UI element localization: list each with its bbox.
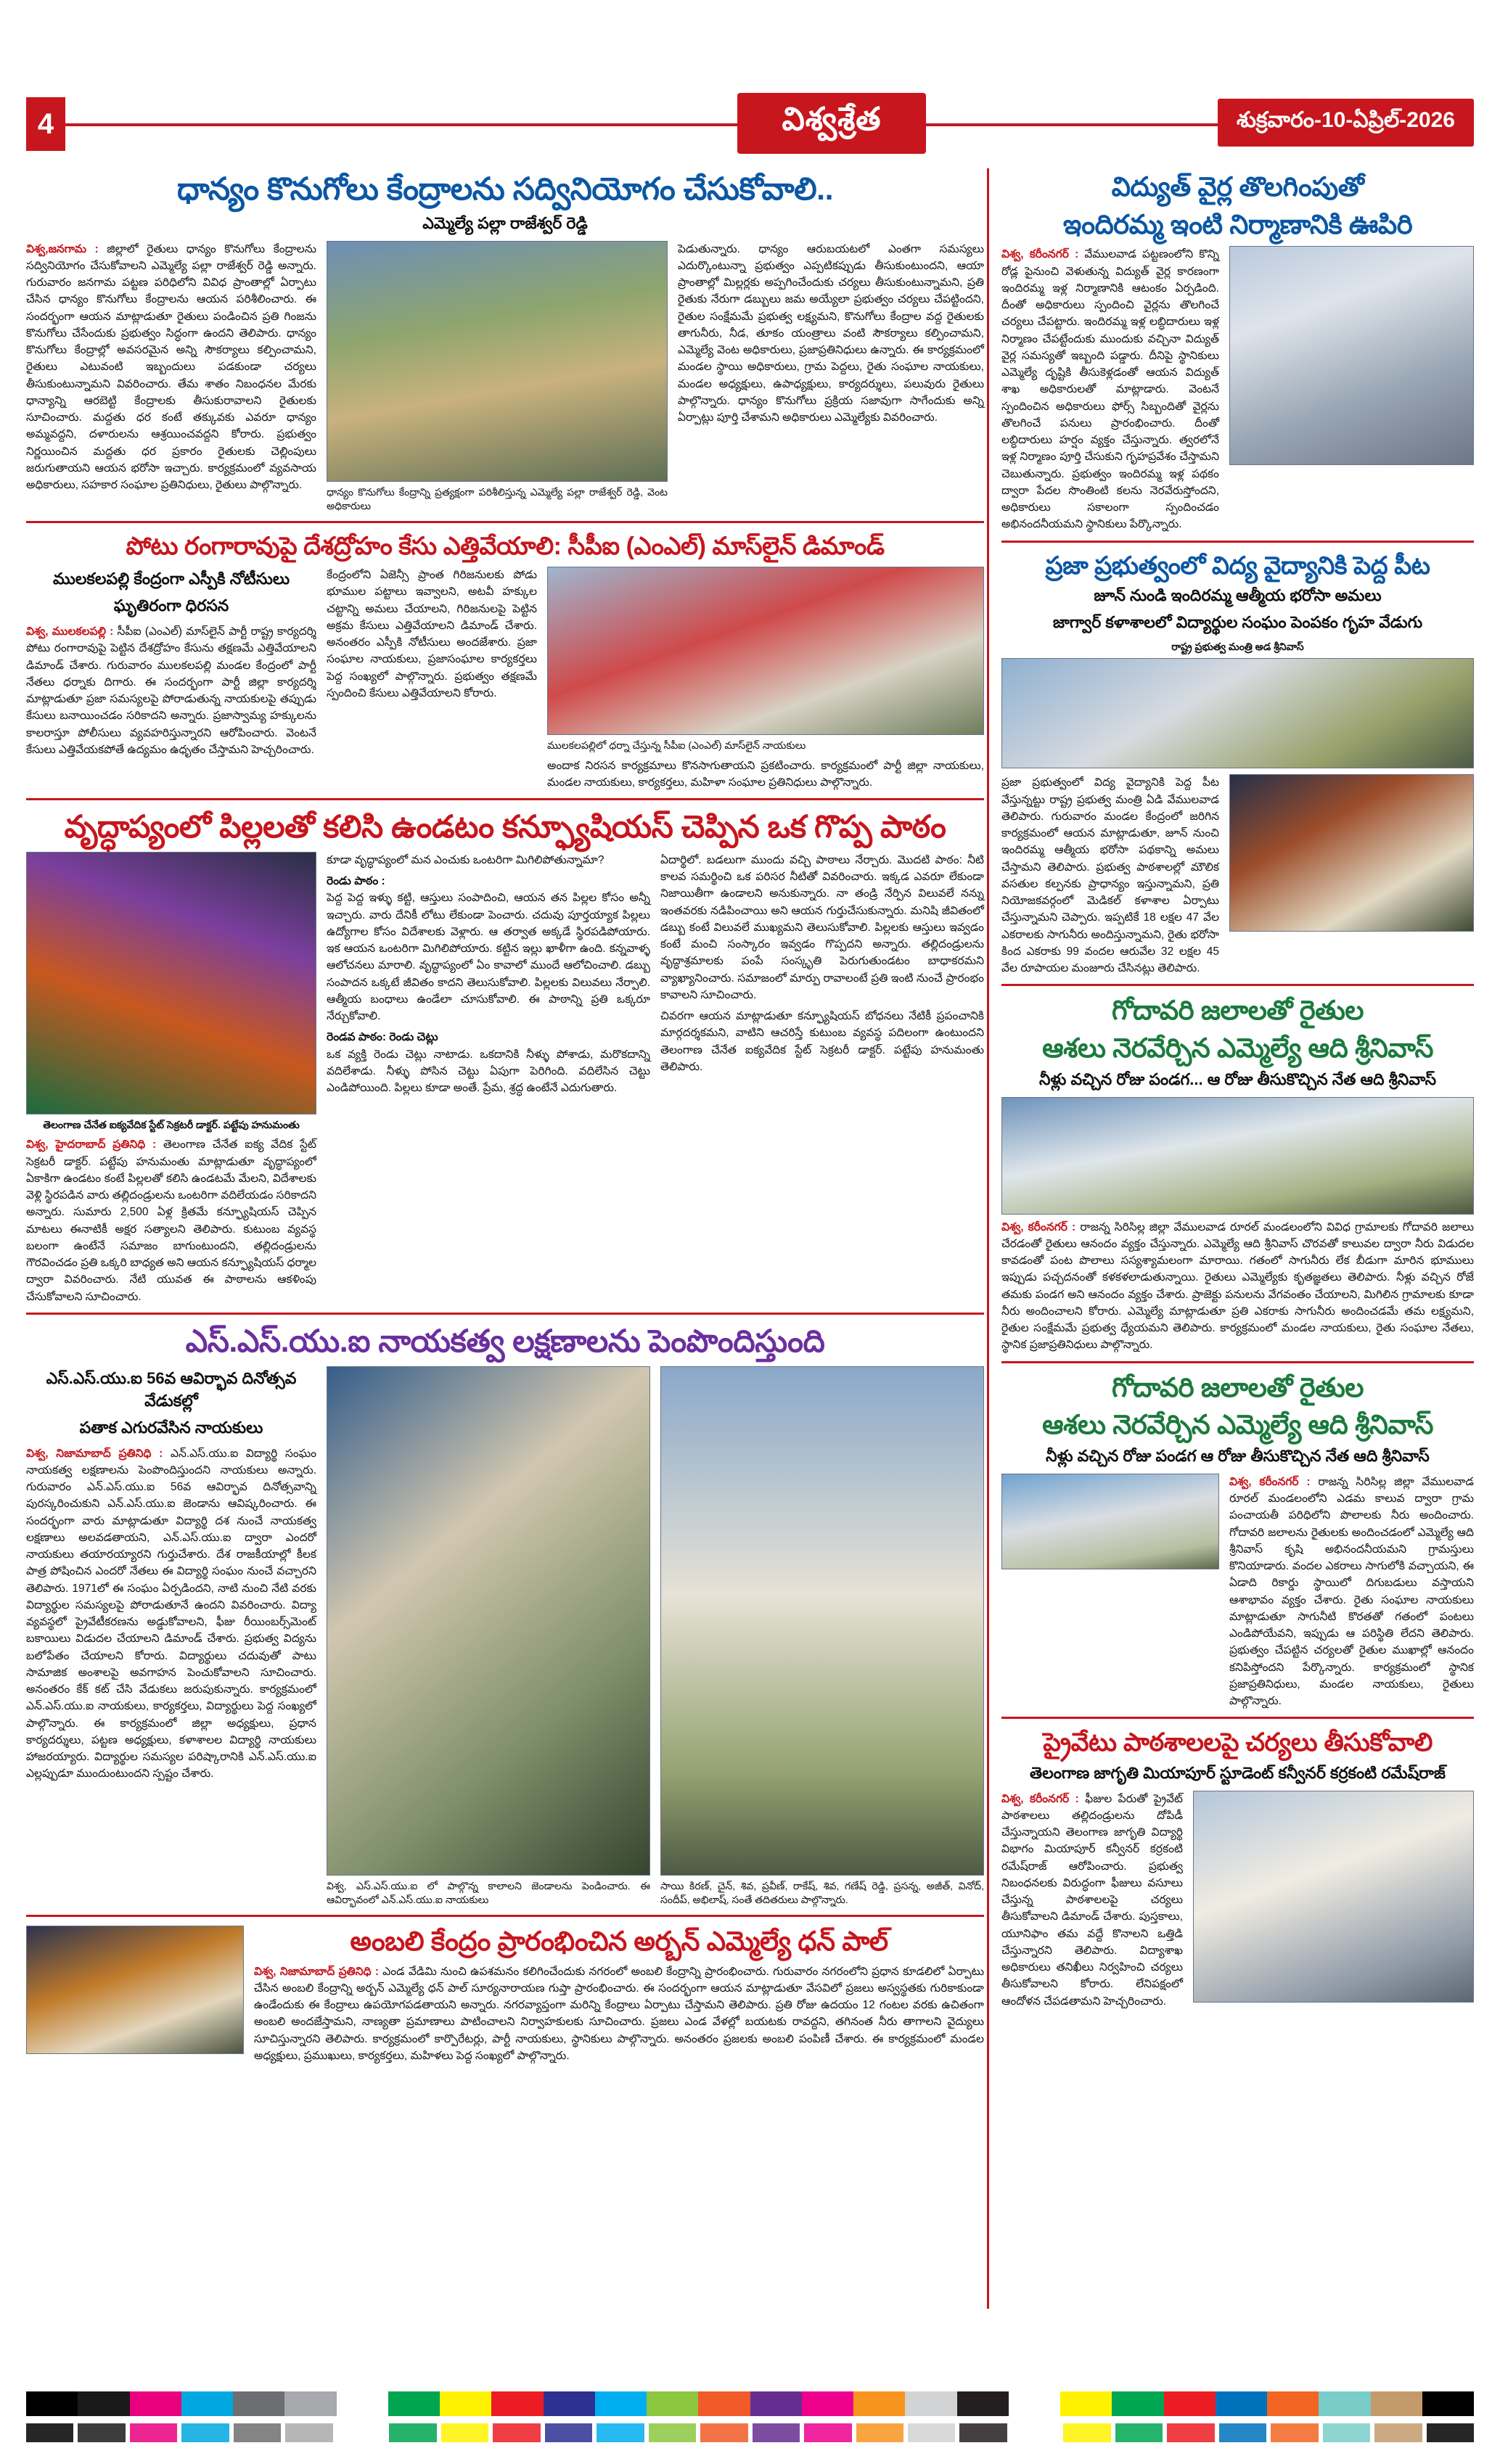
article2-text-2: కేంద్రంలోని ఏజెన్సీ ప్రాంత గిరిజనులకు పోడు భూముల పట్టాలు ఇవ్వాలని, అటవీ హక్కుల చట్టాన్ని అమలు చేయాలని, గిరిజనులపై పెట్టిన అక్రమ కేసులు ఎత్తివేయాలని డిమాండ్ చేశారు. అనంతరం ఎస్పీకి నోటీసులు అందజేశారు. ప్రజా సంఘాల నాయకులు, ప్రజాసంఘాల కార్యకర్తలు పెద్ద సంఖ్యలో పాల్గొన్నారు. ప్రభుత్వం తక్షణమే స్పందించి కేసులు ఎత్తివేయాలని కోరారు. — [327, 569, 537, 699]
article-nsui-anniversary — [26, 1323, 984, 1917]
r-article2-subhead-2: జాగ్వార్ కళాశాలలో విద్యార్థుల సంఘం పెంపకం గృహ వేడుగు — [1052, 612, 1423, 631]
article4-caption-left: విశ్వ, ఎస్.ఎస్.యు.ఐ లో పాల్గొన్న కాలాలని జెండాలను పెండించారు. ఈ ఆవిర్భావంలో ఎన్.ఎస్.యు.ఐ నాయకులు — [327, 1879, 650, 1906]
r-article5-photo — [1193, 1791, 1474, 2003]
article3-photo — [26, 852, 316, 1114]
article-ambali-centre — [26, 1926, 984, 2064]
r-article2-photo-bottom — [1229, 774, 1474, 932]
article2-photo — [547, 567, 984, 735]
article4-headline: ఎస్.ఎస్.యు.ఐ నాయకత్వ లక్షణాలను పెంపొందిస్తుంది — [185, 1323, 825, 1359]
page-number: 4 — [26, 97, 65, 151]
r-article3-rule — [1001, 1361, 1474, 1363]
article4-caption-right: సాయి కిరణ్, చైన్, శివ, ప్రవీణ్, రాకేష్, శివ, గణేష్ రెడ్డి, ప్రసన్న, అజీత్, వినోద్, సందీప్, అభిలాష్, సంతే తదితరులు పాల్గొన్నారు. — [660, 1879, 984, 1906]
r-article2-subhead-1: జూన్ నుండి ఇందిరమ్మ ఆత్మీయ భరోసా అమలు — [1094, 586, 1382, 604]
article2-headline: పోటు రంగారావుపై దేశద్రోహం కేసు ఎత్తివేయాలి: సీపీఐ (ఎంఎల్) మాస్‌లైన్ డిమాండ్ — [126, 532, 885, 560]
article2-subhead-1: ములకలపల్లి కేంద్రంగా ఎస్పీకి నోటీసులు — [52, 570, 290, 588]
article3-col2-p1: పెద్ద పెద్ద ఇళ్ళు కట్టి, ఆస్తులు సంపాదించి, ఆయన తన పిల్లల కోసం అన్నీ ఇచ్చారు. వారు దేనికీ లోటు లేకుండా పెంచారు. చదువు పూర్తయ్యాక పిల్లలు ఉద్యోగాల కోసం విదేశాలకు వెళ్లారు. ఆ తర్వాత అక్కడే స్థిరపడిపోయారు. ఇక ఆయన ఒంటరిగా మిగిలిపోయారు. కట్టిన ఇల్లు ఖాళీగా ఉంది. కన్నవాళ్ళ ఆలోచనలు మారాలి. వృద్ధాప్యంలో ఏం కావాలో ముందే ఆలోచించాలి. డబ్బు సంపాదన ఒక్కటే జీవితం కాదని తెలుసుకోవాలి. పిల్లలకు విలువలు నేర్పాలి. ఆత్మీయ బంధాలు ఉండేలా చూసుకోవాలి. ఈ పాఠాన్ని ప్రతి ఒక్కరూ నేర్చుకోవాలి. — [327, 892, 650, 1023]
r-article2-text: ప్రజా ప్రభుత్వంలో విద్య వైద్యానికి పెద్ద పీట వేస్తున్నట్టు రాష్ట్ర ప్రభుత్వ మంత్రి ఏడి వేములవాడ తెలిపారు. గురువారం మండల కేంద్రంలో జరిగిన కార్యక్రమంలో ఆయన మాట్లాడుతూ, జూన్ నుంచి ఇందిరమ్మ ఆత్మీయ భరోసా పథకాన్ని అమలు చేస్తామని తెలిపారు. ప్రభుత్వ పాఠశాలల్లో మౌలిక వసతుల కల్పనకు ప్రాధాన్యం ఇస్తున్నామని, ప్రతి నియోజకవర్గంలో మెడికల్ కళాశాల ఏర్పాటు చేస్తున్నామని చెప్పారు. ఇప్పటికే 18 లక్షల 47 వేల ఎకరాలకు సాగునీరు అందిస్తున్నామని, రైతు భరోసా కింద ఎకరాకు 99 వందల ఆరువేల 32 లక్షల 45 వేల రూపాయల మంజూరు చేసినట్లు తెలిపారు. — [1001, 776, 1219, 975]
article2-text-3: అందాక నిరసన కార్యక్రమాలు కొనసాగుతాయని ప్రకటించారు. కార్యక్రమంలో పార్టీ జిల్లా నాయకులు, మండల నాయకులు, కార్యకర్తలు, మహిళా సంఘాల ప్రతినిధులు పాల్గొన్నారు. — [547, 759, 984, 789]
r-article4-headline-2: ఆశలు నెరవేర్చిన ఎమ్మెల్యే ఆది శ్రీనివాస్ — [1042, 1410, 1433, 1440]
article1-caption: ధాన్యం కొనుగోలు కేంద్రాన్ని ప్రత్యక్షంగా పరిశీలిస్తున్న ఎమ్మెల్యే పల్లా రాజేశ్వర్ రెడ్డి, వెంట అధికారులు — [327, 485, 668, 512]
r-article3-dateline: విశ్వ, కరీంనగర్ : — [1001, 1220, 1076, 1233]
r-article5-headline: ప్రైవేటు పాఠశాలలపై చర్యలు తీసుకోవాలి — [1043, 1728, 1433, 1757]
r-article2-photo-top — [1001, 658, 1474, 768]
article4-subhead-2: పతాక ఎగురవేసిన నాయకులు — [79, 1418, 263, 1437]
r-article1-text: వేములవాడ పట్టణంలోని కొన్ని రోడ్ల పైనుంచి వెళుతున్న విద్యుత్ వైర్ల కారణంగా ఇందిరమ్మ ఇళ్ల నిర్మాణానికి ఆటంకం ఏర్పడింది. దీంతో అధికారులు స్పందించి వైర్లను తొలగించే చర్యలు చేపట్టారు. ఇందిరమ్మ ఇళ్ల లబ్ధిదారులు ఇళ్ల నిర్మాణం చేపట్టేందుకు ముందుకు వచ్చినా విద్యుత్ వైర్ల సమస్యతో ఇబ్బంది పడ్డారు. దీనిపై స్థానికులు ఎమ్మెల్యే దృష్టికి తీసుకెళ్లడంతో ఆయన విద్యుత్ శాఖ అధికారులతో మాట్లాడారు. వెంటనే స్పందించిన అధికారులు ఫోర్స్ సిబ్బందితో వైర్లను తొలగించే పనులు ప్రారంభించారు. దీంతో లబ్ధిదారులు హర్షం వ్యక్తం చేస్తున్నారు. త్వరలోనే ఇళ్ల నిర్మాణం పూర్తి చేసుకుని గృహప్రవేశం చేస్తామని చెబుతున్నారు. ప్రభుత్వం ఇందిరమ్మ ఇళ్ల పథకం ద్వారా పేదల సొంతింటి కలను నెరవేరుస్తోందని, అధికారులు సకాలంగా స్పందించడం అభినందనీయమని స్థానికులు పేర్కొన్నారు. — [1001, 248, 1219, 531]
article5-photo — [26, 1926, 244, 2054]
column-divider — [987, 168, 989, 2309]
article4-dateline: విశ్వ, నిజామాబాద్ ప్రతినిధి : — [26, 1447, 163, 1460]
article2-text-1: సీపీఐ (ఎంఎల్) మాస్‌లైన్ పార్టీ రాష్ట్ర కార్యదర్శి పోటు రంగారావుపై పెట్టిన దేశద్రోహం కేసును తక్షణమే ఎత్తివేయాలని డిమాండ్ చేశారు. గురువారం ములకలపల్లి మండల కేంద్రంలో పార్టీ నేతలు ధర్నాకు దిగారు. ఈ సందర్భంగా పార్టీ జిల్లా కార్యదర్శి మాట్లాడుతూ ప్రజా సమస్యలపై పోరాడుతున్న నాయకులపై తప్పుడు కేసులు బనాయించడం సరికాదని అన్నారు. ప్రజాస్వామ్య హక్కులను కాలరాస్తూ పోలీసులు వ్యవహరిస్తున్నారని ఆరోపించారు. వెంటనే కేసులు ఎత్తివేయకపోతే ఉద్యమం ఉధృతం చేస్తామని హెచ్చరించారు. — [26, 625, 316, 756]
masthead — [26, 93, 1474, 160]
article2-rule — [26, 798, 984, 800]
article4-text: ఎన్.ఎస్.యు.ఐ విద్యార్థి సంఘం నాయకత్వ లక్షణాలను పెంపొందిస్తుందని నాయకులు అన్నారు. గురువారం ఎన్.ఎస్.యు.ఐ 56వ ఆవిర్భావ దినోత్సవాన్ని పురస్కరించుకుని ఎన్.ఎస్.యు.ఐ జెండాను ఆవిష్కరించారు. ఈ సందర్భంగా వారు మాట్లాడుతూ విద్యార్థి దశ నుంచే నాయకత్వ లక్షణాలు అలవడతాయని, ఎన్.ఎస్.యు.ఐ ద్వారా ఎందరో నాయకులు తయారయ్యారని గుర్తుచేశారు. దేశ రాజకీయాల్లో కీలక పాత్ర పోషించిన ఎందరో నేతలు ఈ విద్యార్థి సంఘం నుంచే వచ్చారని తెలిపారు. 1971లో ఈ సంఘం ఏర్పడిందని, నాటి నుంచి నేటి వరకు విద్యార్థుల సమస్యలపై పోరాడుతూనే ఉందని వివరించారు. విద్యా వ్యవస్థలో ప్రైవేటీకరణను అడ్డుకోవాలని, ఫీజు రీయింబర్స్‌మెంట్ బకాయిలు విడుదల చేయాలని డిమాండ్ చేశారు. ప్రభుత్వ విద్యను బలోపేతం చేయాలని కోరారు. విద్యార్థులు చదువుతో పాటు సామాజిక అంశాలపై అవగాహన పెంచుకోవాలని సూచించారు. అనంతరం కేక్ కట్ చేసి వేడుకలు జరుపుకున్నారు. కార్యక్రమంలో ఎన్.ఎస్.యు.ఐ నాయకులు, కార్యకర్తలు, విద్యార్థులు పెద్ద సంఖ్యలో పాల్గొన్నారు. ఈ కార్యక్రమంలో జిల్లా అధ్యక్షులు, ప్రధాన కార్యదర్శులు, పట్టణ అధ్యక్షులు, కళాశాలల విద్యార్థి నాయకులు హాజరయ్యారు. విద్యార్థుల సమస్యల పరిష్కారానికి ఎన్.ఎస్.యు.ఐ ఎల్లప్పుడూ ముందుంటుందని స్పష్టం చేశారు. — [26, 1447, 316, 1781]
issue-date: శుక్రవారం-10-ఏప్రిల్-2026 — [1218, 99, 1474, 147]
article3-col2-intro: కూడా వృద్ధాప్యంలో మన ఎంచుకు ఒంటరిగా మిగిలిపోతున్నామా? — [327, 853, 604, 866]
r-article3-text: రాజన్న సిరిసిల్ల జిల్లా వేములవాడ రూరల్ మండలంలోని వివిధ గ్రామాలకు గోదావరి జలాలు చేరడంతో రైతులు ఆనందం వ్యక్తం చేస్తున్నారు. ఎమ్మెల్యే ఆది శ్రీనివాస్ చొరవతో కాలువల ద్వారా నీరు విడుదల కావడంతో పంట పొలాలు సస్యశ్యామలంగా మారాయి. గతంలో సాగునీరు లేక బీడుగా మారిన భూములు ఇప్పుడు పచ్చదనంతో కళకళలాడుతున్నాయి. రైతులు ఎమ్మెల్యేకు కృతజ్ఞతలు తెలిపారు. నీళ్లు వచ్చిన రోజే తమకు పండగ అని ఆనందం వ్యక్తం చేశారు. ప్రాజెక్టు పనులను వేగవంతం చేయాలని, మిగిలిన గ్రామాలకు కూడా నీరు అందించాలని కోరారు. ఎమ్మెల్యే మాట్లాడుతూ ప్రతి ఎకరాకు సాగునీరు అందించడమే తమ లక్ష్యమని, రైతుల సంక్షేమమే ప్రభుత్వ ధ్యేయమని తెలిపారు. కార్యక్రమంలో మండల నాయకులు, రైతు సంఘాల నేతలు, స్థానిక ప్రజాప్రతినిధులు పాల్గొన్నారు. — [1001, 1220, 1475, 1352]
r-article2-caption: రాష్ట్ర ప్రభుత్వ మంత్రి అడ శ్రీనివాస్ — [1171, 640, 1304, 652]
r-article1-rule — [1001, 541, 1474, 543]
article4-subhead-1: ఎస్.ఎస్.యు.ఐ 56వ ఆవిర్భావ దినోత్సవ వేడుకల్లో — [46, 1368, 297, 1410]
article-electric-wires-housing — [1001, 171, 1474, 543]
article-paddy-procurement — [26, 171, 984, 523]
print-color-bar — [26, 2391, 1474, 2416]
article1-headline: ధాన్యం కొనుగోలు కేంద్రాలను సద్వినియోగం చేసుకోవాలి.. — [176, 172, 834, 207]
r-article3-headline-1: గోదావరి జలాలతో రైతుల — [1112, 995, 1364, 1026]
r-article4-photo — [1001, 1474, 1219, 1569]
r-article2-headline: ప్రజా ప్రభుత్వంలో విద్య వైద్యానికి పెద్ద పీట — [1045, 551, 1430, 580]
article4-rule — [26, 1915, 984, 1917]
article3-headline: వృద్ధాప్యంలో పిల్లలతో కలిసి ఉండటం కన్ఫ్యూషియస్ చెప్పిన ఒక గొప్ప పాఠం — [64, 810, 946, 845]
r-article4-rule — [1001, 1717, 1474, 1719]
r-article4-dateline: విశ్వ, కరీంనగర్ : — [1229, 1475, 1311, 1488]
article2-dateline: విశ్వ, ములకలపల్లి : — [26, 625, 114, 638]
r-article5-text: ఫీజుల పేరుతో ప్రైవేట్ పాఠశాలలు తల్లిదండ్రులను దోపిడీ చేస్తున్నాయని తెలంగాణ జాగృతి విద్యార్థి విభాగం మియాపూర్ కన్వీనర్ కర్రకంటి రమేష్‌రాజ్ ఆరోపించారు. ప్రభుత్వ నిబంధనలకు విరుద్ధంగా ఫీజులు వసూలు చేస్తున్న పాఠశాలలపై చర్యలు తీసుకోవాలని డిమాండ్ చేశారు. పుస్తకాలు, యూనిఫాం తమ వద్దే కొనాలని ఒత్తిడి చేస్తున్నారని తెలిపారు. విద్యాశాఖ అధికారులు తనిఖీలు నిర్వహించి చర్యలు తీసుకోవాలని కోరారు. లేనిపక్షంలో ఆందోళన చేపడతామని హెచ్చరించారు. — [1001, 1792, 1183, 2008]
article3-col2-h2: రెండవ పాఠం: రెండు చెట్లు — [327, 1031, 438, 1044]
article5-dateline: విశ్వ, నిజామాబాద్ ప్రతినిధి : — [254, 1965, 379, 1978]
article1-subhead: ఎమ్మెల్యే పల్లా రాజేశ్వర్ రెడ్డి — [422, 213, 588, 232]
article3-dateline: విశ్వ, హైదరాబాద్ ప్రతినిధి : — [26, 1138, 157, 1151]
article-private-schools — [1001, 1728, 1474, 2010]
newspaper-logo: విశ్వశ్రేత — [737, 93, 926, 154]
r-article2-rule — [1001, 984, 1474, 986]
r-article4-subhead: నీళ్లు వచ్చిన రోజు పండగ ఆ రోజు తీసుకొచ్చిన నేత ఆది శ్రీనివాస్ — [1046, 1446, 1430, 1465]
article3-photo-caption: తెలంగాణ చేనేత ఐక్యవేదిక స్టేట్ సెక్రటరీ డాక్టర్. పట్టేపు హనుమంతు — [43, 1118, 300, 1130]
article-godavari-waters-2 — [1001, 1372, 1474, 1720]
article1-rule — [26, 521, 984, 523]
article2-subhead-2: ఘృతిరంగా ధిరసన — [113, 596, 229, 615]
article5-headline: అంబలి కేంద్రం ప్రారంభించిన అర్బన్ ఎమ్మెల్యే ధన్ పాల్ — [350, 1926, 888, 1956]
article-confucius-lesson — [26, 809, 984, 1315]
r-article1-headline-2: ఇందిరమ్మ ఇంటి నిర్మాణానికి ఊపిరి — [1062, 209, 1413, 239]
left-column — [26, 171, 984, 2064]
article4-photo-right — [660, 1366, 984, 1876]
r-article1-photo — [1229, 246, 1474, 465]
r-article3-subhead: నీళ్లు వచ్చిన రోజు పండగ... ఆ రోజు తీసుకొచ్చిన నేత ఆది శ్రీనివాస్ — [1038, 1069, 1437, 1088]
article1-dateline: విశ్వ,జనగామ : — [26, 242, 99, 255]
article3-col3-p2: చివరగా ఆయన మాట్లాడుతూ కన్ఫ్యూషియస్ బోధనలు నేటికీ ప్రపంచానికి మార్గదర్శకమని, వాటిని ఆచరిస్తే కుటుంబ వ్యవస్థ పదిలంగా ఉంటుందని తెలంగాణ చేనేత ఐక్యవేదిక స్టేట్ సెక్రటరీ డాక్టర్. పట్టేపు హనుమంతు తెలిపారు. — [660, 1010, 984, 1073]
article3-text-1: తెలంగాణ చేనేత ఐక్య వేదిక స్టేట్ సెక్రటరీ డాక్టర్. పట్టేపు హనుమంతు మాట్లాడుతూ వృద్ధాప్యంలో ఏకాకిగా ఉండటం కంటే పిల్లలతో కలిసి ఉండటమే మేలని, విదేశాలకు వెళ్లి స్థిరపడిన వారు తల్లిదండ్రులను ఒంటరిగా వదిలేయడం సరికాదని అన్నారు. సుమారు 2,500 ఏళ్ల క్రితమే కన్ఫ్యూషియస్ చెప్పిన మాటలు ఈనాటికీ అక్షర సత్యాలని తెలిపారు. కుటుంబ వ్యవస్థ బలంగా ఉంటేనే సమాజం బాగుంటుందని, తల్లిదండ్రులను గౌరవించడం ప్రతి ఒక్కరి బాధ్యత అని ఆయన కన్ఫ్యూషియస్ ధర్మాల ద్వారా వివరించారు. నేటి యువత ఈ పాఠాలను ఆకళింపు చేసుకోవాలని సూచించారు. — [26, 1138, 317, 1303]
article4-photo-left — [327, 1366, 650, 1876]
r-article3-photo — [1001, 1097, 1474, 1215]
article1-photo — [327, 241, 668, 482]
article-potu-rangarao — [26, 532, 984, 800]
print-registration-marks — [26, 2423, 1474, 2442]
r-article1-headline-1: విద్యుత్ వైర్ల తొలగింపుతో — [1111, 172, 1364, 202]
article1-text-1: జిల్లాలో రైతులు ధాన్యం కొనుగోలు కేంద్రాలను సద్వినియోగం చేసుకోవాలని ఎమ్మెల్యే పల్లా రాజేశ్వర్ రెడ్డి అన్నారు. గురువారం జనగామ పట్టణ పరిధిలోని వివిధ ప్రాంతాల్లో ఏర్పాటు చేసిన ధాన్యం కొనుగోలు కేంద్రాలను ఆయన పరిశీలించారు. ఈ సందర్భంగా ఆయన మాట్లాడుతూ రైతులు పండించిన ప్రతి గింజను కొనుగోలు చేసేందుకు ప్రభుత్వం సిద్ధంగా ఉందని తెలిపారు. ధాన్యం కొనుగోలు కేంద్రాల్లో అవసరమైన అన్ని సౌకర్యాలు కల్పించామని, రైతులు ఎటువంటి ఇబ్బందులు పడకుండా చర్యలు తీసుకుంటున్నామని వివరించారు. తేమ శాతం నిబంధనల మేరకు ధాన్యాన్ని ఆరబెట్టి కేంద్రాలకు తీసుకురావాలని రైతులకు సూచించారు. మద్దతు ధర కంటే తక్కువకు ఎవరూ ధాన్యం అమ్మవద్దని, దళారులను ఆశ్రయించవద్దని కోరారు. ప్రభుత్వం నిర్ణయించిన మద్దతు ధర ప్రకారం రైతులకు చెల్లింపులు జరుగుతాయని ఆయన భరోసా ఇచ్చారు. కార్యక్రమంలో వ్యవసాయ అధికారులు, సహకార సంఘాల ప్రతినిధులు, రైతులు పాల్గొన్నారు. — [26, 242, 316, 492]
article3-col2-p2: ఒక వ్యక్తి రెండు చెట్లు నాటాడు. ఒకదానికి నీళ్ళు పోశాడు, మరొకదాన్ని వదిలేశాడు. నీళ్ళు పోసిన చెట్టు ఏపుగా పెరిగింది. వదిలేసిన చెట్టు ఎండిపోయింది. పిల్లలు కూడా అంతే. ప్రేమ, శ్రద్ధ ఉంటేనే ఎదుగుతారు. — [327, 1048, 650, 1095]
right-column — [1001, 171, 1474, 2010]
r-article5-subhead: తెలంగాణ జాగృతి మియాపూర్ స్టూడెంట్ కన్వీనర్ కర్రకంటి రమేష్‌రాజ్ — [1030, 1763, 1446, 1782]
r-article5-dateline: విశ్వ, కరీంనగర్ : — [1001, 1792, 1079, 1805]
article-education-health — [1001, 551, 1474, 987]
article2-caption: ములకలపల్లిలో ధర్నా చేస్తున్న సీపీఐ (ఎంఎల్) మాస్‌లైన్ నాయకులు — [547, 739, 806, 752]
article-godavari-waters-1 — [1001, 995, 1474, 1363]
article3-col2-h1: రెండు పాఠం : — [327, 875, 385, 888]
r-article1-dateline: విశ్వ, కరీంనగర్ : — [1001, 248, 1079, 261]
article1-text-2: పెడుతున్నారు. ధాన్యం ఆరుబయటలో ఎంతగా సమస్యలు ఎదుర్కొంటున్నా ప్రభుత్వం ఎప్పటికప్పుడు తీసుకుంటుందని, ఆయా ప్రాంతాల్లో మిల్లర్లకు అప్పగించేందుకు చర్యలు తీసుకుంటున్నామని, ప్రతి రైతుకు నేరుగా డబ్బులు జమ అయ్యేలా ప్రభుత్వం చర్యలు చేపట్టిందని, రైతుల సంక్షేమమే ప్రభుత్వ లక్ష్యమని, కొనుగోలు కేంద్రాల వద్ద రైతులకు తాగునీరు, నీడ, తూకం యంత్రాలు వంటి సౌకర్యాలు కల్పించామని, ఎమ్మెల్యే వెంట అధికారులు, ప్రజాప్రతినిధులు ఉన్నారు. ఈ కార్యక్రమంలో మండల స్థాయి అధికారులు, గ్రామ పెద్దలు, రైతు సంఘాల నాయకులు, మండల అధ్యక్షులు, ఉపాధ్యక్షులు, కార్యదర్శులు, పలువురు రైతులు పాల్గొన్నారు. ధాన్యం కొనుగోలు ప్రక్రియ సజావుగా సాగేందుకు అన్ని ఏర్పాట్లు పూర్తి చేశామని అధికారులు ఎమ్మెల్యేకు వివరించారు. — [678, 242, 984, 424]
article3-rule — [26, 1313, 984, 1315]
r-article4-headline-1: గోదావరి జలాలతో రైతుల — [1112, 1372, 1364, 1403]
r-article4-text: రాజన్న సిరిసిల్ల జిల్లా వేములవాడ రూరల్ మండలంలోని ఎడమ కాలువ ద్వారా గ్రామ పంచాయతీ పరిధిలోని పొలాలకు నీరు అందించారు. గోదావరి జలాలను రైతులకు అందించడంలో ఎమ్మెల్యే ఆది శ్రీనివాస్ కృషి అభినందనీయమని గ్రామస్తులు కొనియాడారు. వందల ఎకరాలు సాగులోకి వచ్చాయని, ఈ ఏడాది రికార్డు స్థాయిలో దిగుబడులు వస్తాయని ఆశాభావం వ్యక్తం చేశారు. రైతు సంఘాల నాయకులు మాట్లాడుతూ సాగునీటి కొరతతో గతంలో పంటలు ఎండిపోయేవని, ఇప్పుడు ఆ పరిస్థితి లేదని తెలిపారు. ప్రభుత్వం చేపట్టిన చర్యలతో రైతుల ముఖాల్లో ఆనందం కనిపిస్తోందని పేర్కొన్నారు. కార్యక్రమంలో స్థానిక ప్రజాప్రతినిధులు, మండల నాయకులు, రైతులు పాల్గొన్నారు. — [1229, 1475, 1474, 1708]
article3-col3-p1: ఏదార్థిలో. బడలుగా ముందు వచ్చి పాఠాలు నేర్చారు. మొదటి పాఠం: నీటి కాలవ సమర్థించి ఒక పరిసర నీటితో వివరించారు. ఇక్కడ ఎవరూ లేకుండా నిజాయితీగా ఉండాలని అనుకున్నారు. నా తండ్రి నేర్పిన విలువలే నన్ను ఇంతవరకు నడిపించాయి అని ఆయన గుర్తుచేసుకున్నారు. మనిషి జీవితంలో డబ్బు కంటే విలువలే ముఖ్యమని తెలుసుకోవాలి. పిల్లలకు ఆస్తులు ఇవ్వడం కంటే మంచి సంస్కారం ఇవ్వడం గొప్పదని అన్నారు. తల్లిదండ్రులను వృద్ధాశ్రమాలకు పంపే సంస్కృతి పెరుగుతుండటం బాధాకరమని వ్యాఖ్యానించారు. సమాజంలో మార్పు రావాలంటే ప్రతి ఇంటి నుంచే ప్రారంభం కావాలని సూచించారు. — [660, 853, 984, 1001]
r-article3-headline-2: ఆశలు నెరవేర్చిన ఎమ్మెల్యే ఆది శ్రీనివాస్ — [1042, 1032, 1433, 1063]
article5-text: ఎండ వేడిమి నుంచి ఉపశమనం కలిగించేందుకు నగరంలో అంబలి కేంద్రాన్ని ప్రారంభించారు. గురువారం నగరంలోని ప్రధాన కూడలిలో ఏర్పాటు చేసిన అంబలి కేంద్రాన్ని అర్బన్ ఎమ్మెల్యే ధన్ పాల్ సూర్యనారాయణ గుప్తా ప్రారంభించారు. ఈ సందర్భంగా ఆయన మాట్లాడుతూ వేసవిలో ప్రజలు అస్వస్థతకు గురికాకుండా ఉండేందుకు ఈ కేంద్రాలు ఉపయోగపడతాయని అన్నారు. నగరవ్యాప్తంగా మరిన్ని కేంద్రాలు ఏర్పాటు చేస్తామని తెలిపారు. ప్రతి రోజు ఉదయం 12 గంటల వరకు ఉచితంగా అంబలి అందజేస్తామని, నాణ్యతా ప్రమాణాలు పాటించాలని నిర్వాహకులకు సూచించారు. ప్రజలు ఎండ వేళల్లో బయటకు రావద్దని, తగినంత నీరు తాగాలని వైద్యులు సూచిస్తున్నారని తెలిపారు. కార్యక్రమంలో కార్పొరేటర్లు, పార్టీ నాయకులు, స్థానికులు పాల్గొన్నారు. అనంతరం ప్రజలకు అంబలి పంపిణీ చేశారు. ఈ కార్యక్రమంలో మండల అధ్యక్షులు, ప్రముఖులు, కార్యకర్తలు, మహిళలు పెద్ద సంఖ్యలో పాల్గొన్నారు. — [254, 1965, 984, 2062]
